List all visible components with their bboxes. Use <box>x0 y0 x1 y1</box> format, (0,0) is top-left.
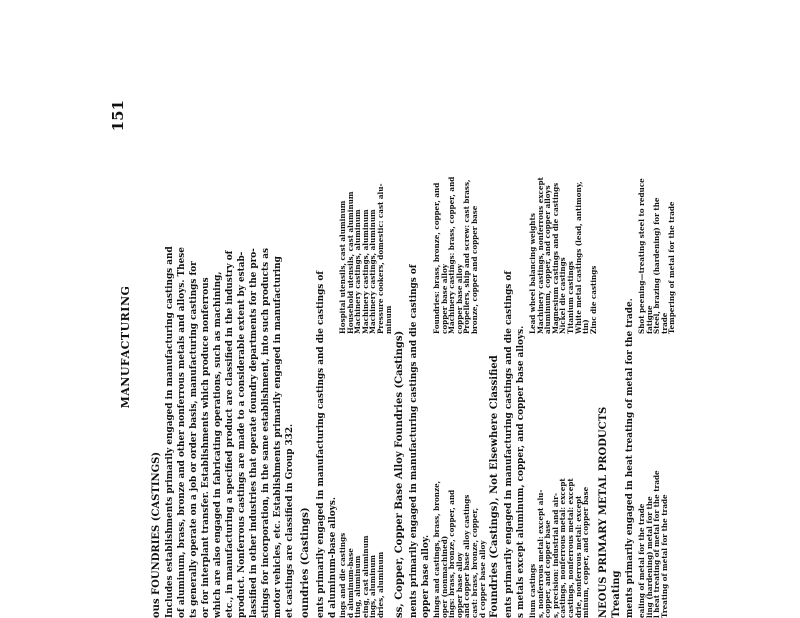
body-line: ments primarily engaged in heat treating of metal for the trade. <box>625 298 635 618</box>
index-entry: Machinery castings, aluminum <box>368 209 378 334</box>
running-head: MANUFACTURING <box>119 285 132 409</box>
body-line: stings for incorporation, in the same establishment, into such products as <box>261 248 271 618</box>
index-entry: fatigue <box>644 305 654 334</box>
index-entry: Foundries: brass, bronze, copper, and <box>432 182 441 334</box>
index-entry: ting, aluminum <box>353 555 363 618</box>
index-entry: Machinery castings: brass, copper, and <box>447 176 457 334</box>
index-entry: Hospital utensils, cast aluminum <box>338 200 347 334</box>
index-entry: eing, cast aluminum <box>360 535 370 618</box>
index-entry: ings and die castings <box>338 532 347 618</box>
index-entry: copper, and copper base <box>543 520 553 618</box>
body-line: s metals except aluminum, copper, and copper base alloys. <box>516 325 526 618</box>
index-entry: aluminum, copper, and copper alloys <box>543 185 553 334</box>
industry-heading: oundries (Castings) <box>300 507 311 618</box>
index-entry: dries, aluminum <box>375 551 385 618</box>
body-line: etc., in manufacturing a specified product are classified in the industry of <box>225 250 235 618</box>
index-entry: Titanium castings <box>565 261 575 334</box>
index-entry: cast: brass, bronze, copper, <box>469 507 479 618</box>
index-entry: copper base alloy <box>454 264 464 334</box>
index-entry: Propellers, ship and screw: cast brass, <box>462 179 472 334</box>
index-entry: bronze, copper and copper base <box>469 205 479 334</box>
index-entry: minum <box>383 305 393 334</box>
index-entry: copper base alloy <box>439 264 449 334</box>
index-entry: d aluminum-base <box>345 548 355 618</box>
body-line: motor vehicles, etc. Establishments primarily engaged in manufacturing <box>273 256 283 618</box>
index-entry: ling (hardening) metal for the <box>644 496 654 618</box>
index-entry: castings, nonferrous metal: except <box>558 478 568 618</box>
index-entry: Household utensils, cast aluminum <box>345 191 355 334</box>
index-list-right <box>433 177 479 334</box>
index-entry: Tempering of metal for the trade <box>667 201 677 334</box>
page-number: 151 <box>109 100 127 132</box>
body-line: or for interplant transfer. Establishments which produce nonferrous <box>201 277 211 618</box>
index-entry: l heat treating of metal for the trade <box>652 470 662 618</box>
index-entry: Machinery castings, aluminum <box>353 209 363 334</box>
index-entry: d copper base alloy <box>477 540 487 618</box>
index-entry: opper base alloy <box>454 552 464 618</box>
index-entry: Lead wheel balancing weights <box>528 213 537 334</box>
body-line: nents primarily engaged in manufacturing castings and die castings of <box>409 264 419 618</box>
index-list-right <box>529 177 597 334</box>
body-line: opper base alloy. <box>421 534 431 618</box>
index-list-left <box>638 470 668 618</box>
body-line: ents primarily engaged in manufacturing castings and die castings of <box>316 270 326 618</box>
index-list-right <box>339 184 392 334</box>
rotated-content <box>105 82 677 618</box>
page-header <box>105 82 141 612</box>
index-entry: Magnesium castings and die castings <box>550 182 560 334</box>
index-entry: Machinery castings, aluminum <box>360 209 370 334</box>
index-entry: Pressure cookers, domestic: cast alu- <box>375 183 385 334</box>
body-line: ents primarily engaged in manufacturing castings and die castings of <box>504 270 514 618</box>
index-entry: drie, nonferrous metal: except <box>573 495 583 618</box>
body-line: et castings are classified in Group 332. <box>285 423 295 618</box>
body-line: product. Nonferrous castings are made to a considerable extent by estab- <box>237 251 247 618</box>
index-entry: trade <box>659 312 669 334</box>
index-list-left <box>529 478 590 618</box>
industry-heading: Treating <box>611 570 622 618</box>
index-entry: Shot peening—treating steel to reduce <box>637 178 646 334</box>
index-list-left <box>433 481 486 618</box>
body-line: Includes establishments primarily engaged in manufacturing castings and <box>165 246 175 618</box>
index-entry: s, nonferrous metal: except alu- <box>535 489 545 618</box>
index-entry: tin) <box>581 319 591 334</box>
section-title: ous FOUNDRIES (CASTINGS) <box>151 451 162 618</box>
index-entry: Nickel die castings <box>558 257 568 334</box>
index-entry: Machinery castings, nonferrous except <box>535 177 545 334</box>
index-entry: lium castings <box>528 563 537 618</box>
body-line: which are also engaged in fabricating operations, such as machining, <box>213 271 223 618</box>
index-entry: Steel, brazing (hardening) for the <box>652 197 662 334</box>
index-entry: ealing of metal for the trade <box>637 503 646 618</box>
index-entry: Treating of metal for the trade <box>659 494 669 618</box>
body-line: d aluminum-base alloys. <box>328 497 338 618</box>
index-list-left <box>339 533 385 618</box>
index-entry: minum, copper, and copper base <box>581 486 591 618</box>
group-heading: NEOUS PRIMARY METAL PRODUCTS <box>598 406 609 618</box>
index-entry: s, precision: industrial and air- <box>550 492 560 618</box>
index-entry: hings and castings, brass, bronze, <box>432 480 441 618</box>
index-entry: ings, aluminum <box>368 554 378 618</box>
body-line: lassified in other industries that operate foundry departments for the pro- <box>249 248 259 618</box>
index-list-right <box>638 178 676 334</box>
index-entry: Zinc die castings <box>588 265 598 334</box>
industry-heading: Foundries (Castings), Not Elsewhere Classified <box>489 355 500 618</box>
index-entry: White metal castings (lead, antimony, <box>573 181 583 334</box>
body-line: of aluminum, brass, bronze and other nonferrous metals and alloys. These <box>177 247 187 618</box>
industry-heading: ss, Copper, Copper Base Alloy Foundries (Castings) <box>394 330 405 618</box>
index-entry: oper (nonmachined) <box>439 535 449 618</box>
index-entry: and copper base alloy castings <box>462 494 472 618</box>
index-entry: ings: brass, bronze, copper, and <box>447 489 457 618</box>
body-line: ts generally operate on a job or order basis, manufacturing castings for <box>189 261 199 618</box>
index-entry: castings, nonferrous metal: except <box>565 478 575 618</box>
